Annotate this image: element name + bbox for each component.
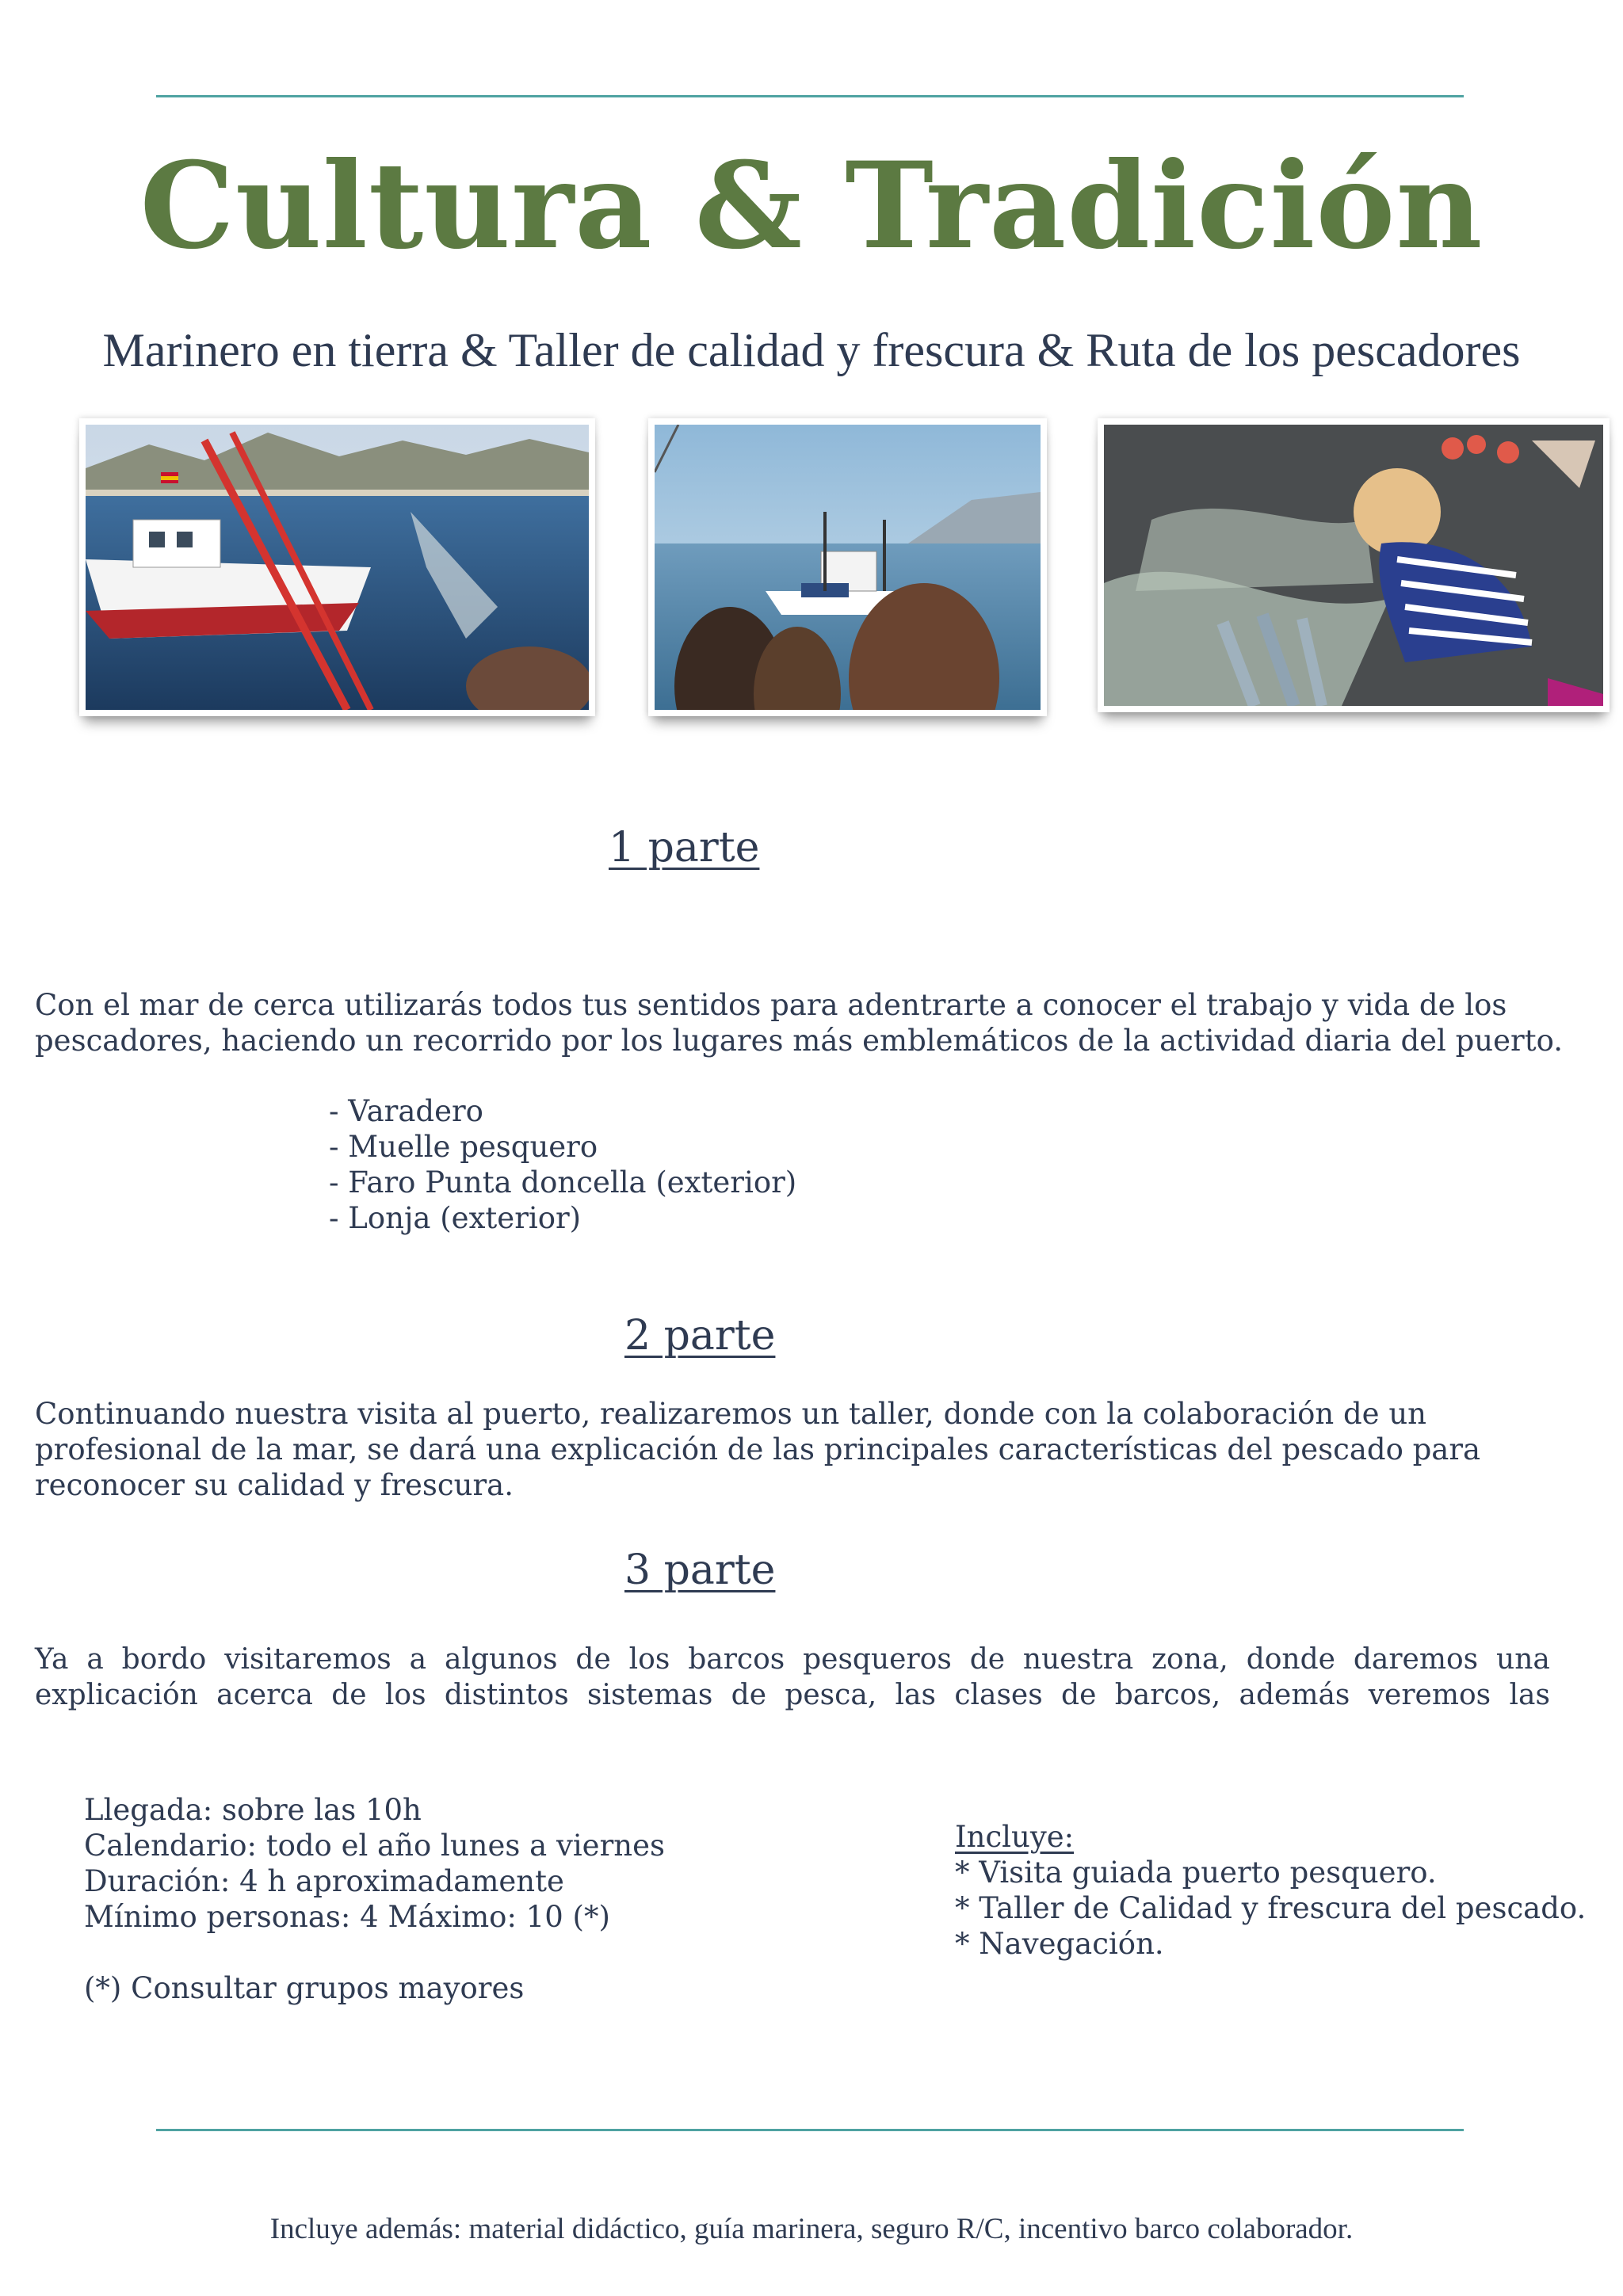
trawler-image [655,425,1041,710]
word: visitaremos [224,1643,391,1676]
section-1-text [35,987,1563,1058]
top-rule [156,95,1464,97]
photo-trawler-approaching [648,418,1047,716]
word: distintos [444,1679,569,1711]
word: las [1509,1679,1550,1711]
includes-item: * Taller de Calidad y frescura del pescado. [955,1891,1587,1925]
word: de [1061,1679,1097,1711]
section-1-heading: 1 parte [609,824,760,871]
detail-calendar: Calendario: todo el año lunes a viernes [84,1829,665,1863]
word: barcos, [1114,1679,1221,1711]
page-subtitle: Marinero en tierra & Taller de calidad y frescura & Ruta de los pescadores [102,324,1521,376]
child-fish-image [1104,425,1603,706]
section-2-heading: 2 parte [624,1312,776,1360]
word: pesqueros [803,1643,952,1676]
word: de [331,1679,367,1711]
word: además [1239,1679,1350,1711]
word: algunos [444,1643,558,1676]
word: nuestra [1022,1643,1134,1676]
word: daremos [1353,1643,1479,1676]
section-3-line [35,1642,1550,1677]
section-1-line: Con el mar de cerca utilizarás todos tus sentidos para adentrarte a conocer el trabajo y vida de los [35,988,1507,1022]
page-title: Cultura & Tradición [139,136,1484,276]
word: clases [954,1679,1043,1711]
bottom-rule [156,2129,1464,2131]
detail-arrival: Llegada: sobre las 10h [84,1793,422,1827]
word: las [895,1679,936,1711]
word: los [384,1679,426,1711]
word: los [628,1643,670,1676]
section-2-line: Continuando nuestra visita al puerto, realizaremos un taller, donde con la colaboración de un [35,1397,1426,1431]
word: a [86,1643,104,1676]
section-2-line: profesional de la mar, se dará una explicación de las principales características del pescado para [35,1432,1481,1466]
list-item: - Lonja (exterior) [329,1201,582,1235]
word: a [409,1643,427,1676]
tour-details [84,1792,665,2006]
word: Ya [35,1643,69,1676]
detail-duration: Duración: 4 h aproximadamente [84,1864,564,1898]
section-1-line: pescadores, haciendo un recorrido por los lugares más emblemáticos de la actividad diaria del puerto. [35,1024,1563,1058]
word: de [575,1643,611,1676]
includes-box [955,1819,1586,1962]
word: de [969,1643,1006,1676]
word: bordo [121,1643,207,1676]
list-item: - Faro Punta doncella (exterior) [329,1165,797,1199]
word: de [731,1679,767,1711]
includes-label: Incluye: [955,1820,1075,1854]
word: zona, [1151,1643,1228,1676]
word: explicación [35,1679,198,1711]
list-item: - Varadero [329,1094,483,1128]
section-3-line [35,1677,1550,1713]
detail-note: (*) Consultar grupos mayores [84,1971,525,2005]
word: sistemas [587,1679,713,1711]
section-3-text [35,1642,1550,1713]
word: pesca, [785,1679,877,1711]
includes-item: * Navegación. [955,1927,1164,1961]
section-2-line: reconocer su calidad y frescura. [35,1468,514,1502]
photo-fishing-boat-net [79,418,595,716]
photo-child-with-fish [1098,418,1610,712]
footer-text: Incluye además: material didáctico, guía marinera, seguro R/C, incentivo barco colaborador. [269,2213,1354,2245]
word: una [1496,1643,1550,1676]
word: donde [1246,1643,1335,1676]
detail-group-size: Mínimo personas: 4 Máximo: 10 (*) [84,1900,610,1934]
includes-item: * Visita guiada puerto pesquero. [955,1855,1437,1890]
word: barcos [688,1643,785,1676]
fishing-boat-image [86,425,589,710]
list-item: - Muelle pesquero [329,1130,598,1164]
section-2-text [35,1396,1480,1503]
places-list [329,1093,796,1236]
section-3-heading: 3 parte [624,1547,776,1594]
word: veremos [1368,1679,1491,1711]
word: acerca [216,1679,313,1711]
